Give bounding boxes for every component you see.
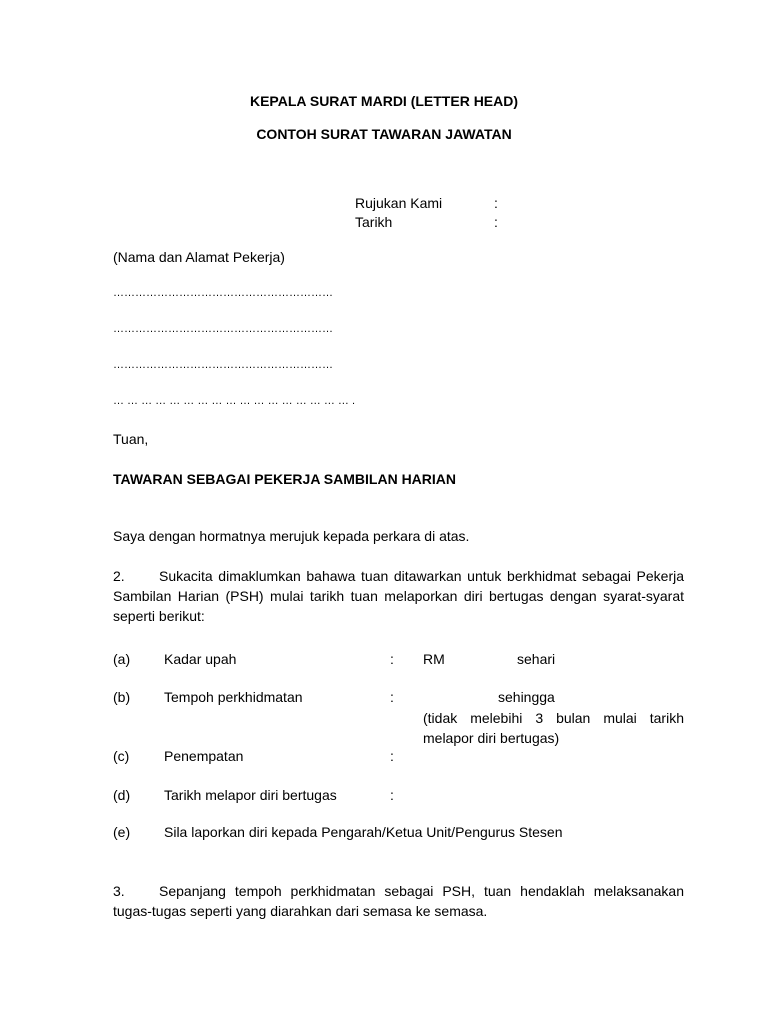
item-letter: (e) — [113, 824, 131, 840]
item-colon: : — [390, 748, 394, 764]
item-label: Kadar upah — [164, 651, 237, 667]
item-colon: : — [390, 787, 394, 803]
address-line: …………………………………………………… — [113, 287, 333, 299]
item-letter: (a) — [113, 651, 131, 667]
service-until: sehingga — [498, 689, 555, 705]
item-label: Sila laporkan diri kepada Pengarah/Ketua Unit/Pengurus Stesen — [164, 824, 563, 840]
paragraph-number: 3. — [113, 883, 125, 899]
paragraph-number: 2. — [113, 568, 125, 584]
item-label: Tarikh melapor diri bertugas — [164, 787, 337, 803]
reference-label: Rujukan Kami — [355, 195, 443, 211]
item-label: Penempatan — [164, 748, 244, 764]
paragraph-text: Sukacita dimaklumkan bahawa tuan ditawarkan untuk berkhidmat sebagai Pekerja Sambilan Harian (PSH) mulai tarikh tuan melaporkan diri bertugas dengan syarat-syarat seperti berikut: — [113, 568, 684, 624]
date-label: Tarikh — [355, 214, 393, 230]
paragraph-text: Sepanjang tempoh perkhidmatan sebagai PSH, tuan hendaklah melaksanakan tugas-tugas seperti yang diarahkan dari semasa ke semasa. — [113, 883, 684, 919]
item-letter: (b) — [113, 689, 131, 705]
subject-heading: TAWARAN SEBAGAI PEKERJA SAMBILAN HARIAN — [113, 471, 457, 487]
service-note: (tidak melebihi 3 bulan mulai tarikh melapor diri bertugas) — [423, 710, 684, 746]
paragraph-2 — [113, 566, 684, 626]
item-letter: (c) — [113, 748, 130, 764]
address-line: …………………………………………………… — [113, 359, 333, 371]
address-line: …………………………………………………… — [113, 323, 333, 335]
item-colon: : — [390, 651, 394, 667]
date-colon: : — [494, 214, 498, 230]
intro-paragraph: Saya dengan hormatnya merujuk kepada perkara di atas. — [113, 528, 470, 544]
salutation: Tuan, — [113, 431, 149, 447]
document-title: CONTOH SURAT TAWARAN JAWATAN — [256, 126, 512, 142]
wage-currency: RM — [423, 651, 445, 667]
item-letter: (d) — [113, 787, 131, 803]
paragraph-3 — [113, 881, 684, 921]
item-label: Tempoh perkhidmatan — [164, 689, 303, 705]
letterhead-title: KEPALA SURAT MARDI (LETTER HEAD) — [249, 93, 519, 109]
address-line: … … … … … … … … … … … … … … … … … . — [113, 395, 356, 407]
wage-per-day: sehari — [517, 651, 556, 667]
recipient-label: (Nama dan Alamat Pekerja) — [113, 249, 285, 265]
item-colon: : — [390, 689, 394, 705]
reference-colon: : — [494, 195, 498, 211]
